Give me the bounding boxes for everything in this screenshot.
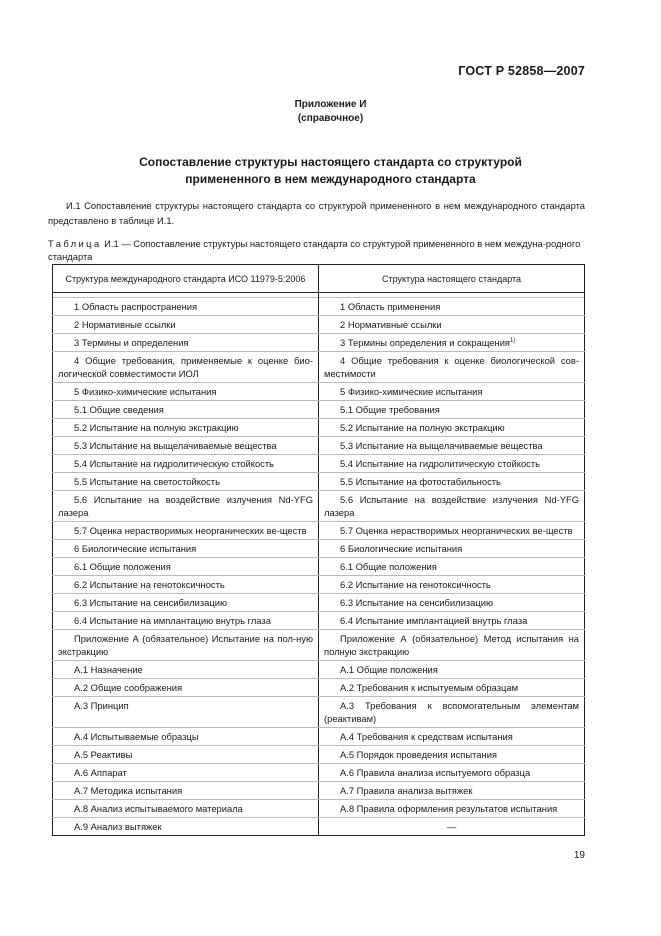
cell-national: [319, 298, 585, 316]
table-row: [53, 522, 585, 540]
caption-text: И.1 — Сопоставление структуры настоящего стандарта со структурой примененного в нем междуна-родного стандарта: [48, 238, 581, 262]
cell-text: 5.7 Оценка нерастворимых неорганических ве-ществ: [74, 525, 307, 536]
cell-text: 5.4 Испытание на гидролитическую стойкость: [340, 458, 541, 469]
cell-text: А.7 Правила анализа вытяжек: [340, 785, 473, 796]
cell-text: 5.7 Оценка нерастворимых неорганических ве-ществ: [340, 525, 573, 536]
table-row: [53, 728, 585, 746]
cell-text: 5.1 Общие сведения: [74, 404, 164, 415]
cell-text: А.4 Испытываемые образцы: [74, 731, 199, 742]
cell-national: [319, 540, 585, 558]
cell-international: [53, 800, 319, 818]
cell-national: —: [319, 818, 585, 836]
cell-text: 1 Область распространения: [74, 301, 198, 312]
cell-international: [53, 401, 319, 419]
cell-text: А.1 Общие положения: [340, 664, 438, 675]
cell-international: [53, 558, 319, 576]
title-line-1: Сопоставление структуры настоящего стандарта со структурой: [139, 155, 522, 169]
table-row: [53, 419, 585, 437]
cell-text: 4 Общие требования к оценке биологической сов-местимости: [324, 355, 579, 379]
table-row: [53, 746, 585, 764]
cell-international: [53, 728, 319, 746]
cell-text: А.8 Анализ испытываемого материала: [74, 803, 243, 814]
cell-international: [53, 612, 319, 630]
cell-text: 5.3 Испытание на выщелачиваемые вещества: [340, 440, 543, 451]
cell-text: 5.5 Испытание на фотостабильность: [340, 476, 501, 487]
cell-international: [53, 352, 319, 383]
cell-text: А.7 Методика испытания: [74, 785, 183, 796]
cell-national: [319, 455, 585, 473]
table-row: [53, 298, 585, 316]
cell-text: 5.6 Испытание на воздействие излучения Nd-YFG лазера: [58, 494, 313, 518]
table-row: [53, 679, 585, 697]
cell-text: А.2 Общие соображения: [74, 682, 183, 693]
cell-national: [319, 316, 585, 334]
footnote-mark: 1): [510, 337, 516, 344]
table-row: [53, 612, 585, 630]
cell-national: [319, 764, 585, 782]
table-row: [53, 697, 585, 728]
cell-national: [319, 352, 585, 383]
cell-national: [319, 728, 585, 746]
cell-text: 6.3 Испытание на сенсибилизацию: [74, 597, 227, 608]
cell-text: А.9 Анализ вытяжек: [74, 821, 162, 832]
cell-national: [319, 437, 585, 455]
cell-text: А.2 Требования к испытуемым образцам: [340, 682, 519, 693]
cell-text: А.6 Правила анализа испытуемого образца: [340, 767, 531, 778]
cell-international: [53, 764, 319, 782]
cell-text: А.3 Принцип: [74, 700, 129, 711]
table-row: [53, 818, 585, 836]
cell-national: [319, 576, 585, 594]
cell-text: А.3 Требования к вспомогательным элементам (реактивам): [324, 700, 579, 724]
cell-international: [53, 594, 319, 612]
cell-national: [319, 630, 585, 661]
cell-text: 5.5 Испытание на светостойкость: [74, 476, 220, 487]
cell-text: 6 Биологические испытания: [74, 543, 197, 554]
cell-international: [53, 419, 319, 437]
table-row: [53, 661, 585, 679]
cell-text: А.4 Требования к средствам испытания: [340, 731, 513, 742]
cell-international: [53, 455, 319, 473]
table-row: [53, 437, 585, 455]
table-row: [53, 473, 585, 491]
cell-text: 6 Биологические испытания: [340, 543, 463, 554]
table-row: [53, 576, 585, 594]
cell-international: [53, 540, 319, 558]
table-row: [53, 764, 585, 782]
cell-international: [53, 522, 319, 540]
cell-text: 6.1 Общие положения: [74, 561, 171, 572]
cell-national: [319, 800, 585, 818]
cell-international: [53, 298, 319, 316]
cell-international: [53, 316, 319, 334]
cell-text: 5 Физико-химические испытания: [74, 386, 217, 397]
cell-national: [319, 697, 585, 728]
cell-international: [53, 782, 319, 800]
cell-text: 5.3 Испытание на выщелачиваемые вещества: [74, 440, 277, 451]
cell-text: 6.4 Испытание на имплантацию внутрь глаза: [74, 615, 271, 626]
appendix-label: Приложение И: [294, 99, 367, 110]
cell-text: 6.2 Испытание на генотоксичность: [340, 579, 491, 590]
cell-international: [53, 697, 319, 728]
caption-label: Таблица: [48, 238, 102, 249]
cell-national: [319, 612, 585, 630]
cell-text: 6.3 Испытание на сенсибилизацию: [340, 597, 493, 608]
table-row: [53, 782, 585, 800]
intro-paragraph: [48, 198, 585, 228]
cell-international: [53, 746, 319, 764]
cell-text: 5.6 Испытание на воздействие излучения Nd-YFG лазера: [324, 494, 579, 518]
cell-international: [53, 437, 319, 455]
table-caption: [48, 237, 585, 263]
table-row: [53, 540, 585, 558]
cell-text: 5.1 Общие требования: [340, 404, 440, 415]
cell-national: [319, 522, 585, 540]
cell-national: [319, 782, 585, 800]
table-row: [53, 800, 585, 818]
appendix-heading: [0, 98, 661, 126]
cell-international: [53, 818, 319, 836]
cell-international: [53, 473, 319, 491]
intro-text: И.1 Сопоставление структуры настоящего стандарта со структурой примененного в нем международного стандарта представлено в таблице И.1.: [48, 200, 585, 226]
cell-international: [53, 576, 319, 594]
cell-text: 4 Общие требования, применяемые к оценке био-логической совместимости ИОЛ: [58, 355, 313, 379]
cell-international: [53, 630, 319, 661]
cell-national: [319, 401, 585, 419]
appendix-type: (справочное): [297, 113, 364, 124]
cell-text: А.6 Аппарат: [74, 767, 127, 778]
cell-text: 5.2 Испытание на полную экстракцию: [340, 422, 505, 433]
cell-text: А.8 Правила оформления результатов испытания: [340, 803, 558, 814]
page-title: [0, 154, 661, 188]
title-line-2: примененного в нем международного стандарта: [185, 172, 476, 186]
table-row: [53, 558, 585, 576]
cell-text: 5 Физико-химические испытания: [340, 386, 483, 397]
cell-national: [319, 594, 585, 612]
cell-international: [53, 679, 319, 697]
cell-national: [319, 334, 585, 352]
table-body: [53, 293, 585, 836]
cell-national: [319, 473, 585, 491]
cell-national: [319, 491, 585, 522]
cell-text: Приложение А (обязательное) Метод испытания на полную экстракцию: [324, 633, 579, 657]
table-row: [53, 630, 585, 661]
cell-text: А.5 Порядок проведения испытания: [340, 749, 498, 760]
cell-text: 2 Нормативные ссылки: [340, 319, 442, 330]
cell-text: 1 Область применения: [340, 301, 441, 312]
cell-text: Приложение А (обязательное) Испытание на пол-ную экстракцию: [58, 633, 313, 657]
table-header-row: [53, 265, 585, 293]
table-row: [53, 401, 585, 419]
cell-national: [319, 679, 585, 697]
table-row: [53, 455, 585, 473]
header-national: Структура настоящего стандарта: [319, 265, 585, 293]
page-number: 19: [573, 850, 585, 861]
cell-national: [319, 383, 585, 401]
table-row: [53, 316, 585, 334]
cell-international: [53, 383, 319, 401]
cell-international: [53, 491, 319, 522]
standard-code: ГОСТ Р 52858—2007: [458, 64, 585, 78]
cell-national: [319, 558, 585, 576]
cell-text: А.1 Назначение: [74, 664, 143, 675]
cell-national: [319, 419, 585, 437]
cell-text: 3 Термины и определения: [74, 337, 189, 348]
cell-text: 3 Термины определения и сокращения: [340, 337, 511, 348]
table-row: [53, 334, 585, 352]
cell-text: 6.1 Общие положения: [340, 561, 437, 572]
table-row: [53, 352, 585, 383]
cell-international: [53, 334, 319, 352]
table-row: [53, 491, 585, 522]
header-international: Структура международного стандарта ИСО 11979-5:2006: [53, 265, 319, 293]
table-row: [53, 594, 585, 612]
cell-text: 6.2 Испытание на генотоксичность: [74, 579, 225, 590]
cell-text: 5.4 Испытание на гидролитическую стойкость: [74, 458, 275, 469]
cell-text: 5.2 Испытание на полную экстракцию: [74, 422, 239, 433]
cell-text: А.5 Реактивы: [74, 749, 133, 760]
table-row: [53, 383, 585, 401]
cell-text: 2 Нормативные ссылки: [74, 319, 176, 330]
cell-text: 6.4 Испытание имплантацией внутрь глаза: [340, 615, 528, 626]
cell-national: [319, 746, 585, 764]
cell-national: [319, 661, 585, 679]
comparison-table: [52, 264, 585, 836]
cell-international: [53, 661, 319, 679]
